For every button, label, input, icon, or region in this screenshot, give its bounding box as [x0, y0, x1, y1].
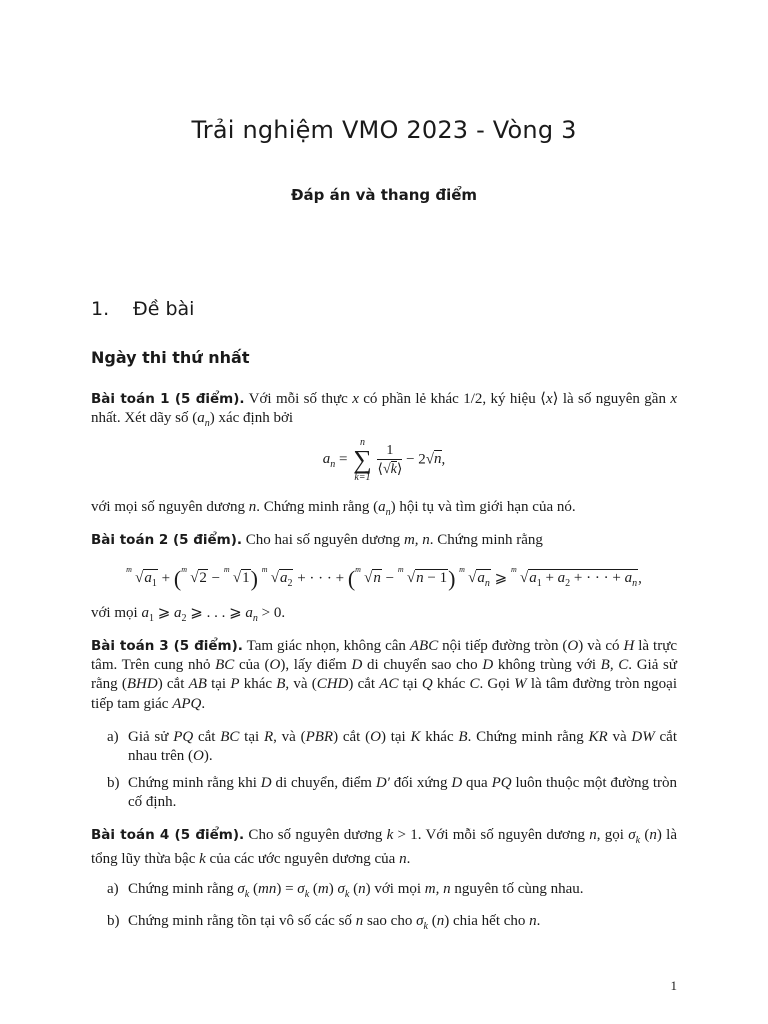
page-number: 1 [670, 978, 677, 993]
problem-3-part-a: a) Giả sử PQ cắt BC tại R, và (PBR) cắt (O) tại K khác B. Chứng minh rằng KR và DW cắt nhau trên (O). [107, 729, 678, 765]
problem-2-label: Bài toán 2 (5 điểm). [91, 532, 243, 548]
document-subtitle: Đáp án và thang điểm [290, 186, 478, 204]
problem-3-label: Bài toán 3 (5 điểm). [91, 638, 243, 654]
section-heading [91, 298, 194, 320]
problem-2-statement: Bài toán 2 (5 điểm). Cho hai số nguyên dương m, n. Chứng minh rằng [91, 532, 543, 548]
section-title: Đề bài [133, 298, 195, 320]
fraction: $\frac{1}{⟨√k⟩}$ [377, 442, 403, 477]
problem-1-equation: $a_n$ = n ∑ k=1 $\frac{1}{⟨√k⟩}$ − 2√n, [322, 437, 446, 483]
section-number: 1. [91, 298, 110, 320]
problem-4-part-b: b) Chứng minh rằng tồn tại vô số các số n sao cho $\sigma_k$ (n) chia hết cho n. [107, 913, 541, 932]
summation-symbol: n ∑ k=1 [353, 437, 372, 483]
problem-4-part-a: a) Chứng minh rằng $\sigma_k$ $(mn) = \sigma_k$ (m) $\sigma_k$ (n) với mọi m, n nguyên tố cùng nhau. [107, 881, 584, 900]
problem-3-part-b: b) Chứng minh rằng khi D di chuyển, điểm D′ đối xứng D qua PQ luôn thuộc một đường tròn cố định. [107, 775, 677, 811]
problem-4-statement: Bài toán 4 (5 điểm). Cho số nguyên dương k > 1. Với mỗi số nguyên dương n, gọi $\sigma_k$ (n) là tổng lũy thừa bậc k của các ước nguyên dương của n. [91, 827, 677, 868]
problem-1-conclusion: với mọi số nguyên dương n. Chứng minh rằng $(a_n)$ hội tụ và tìm giới hạn của nó. [91, 499, 576, 518]
subsection-heading: Ngày thi thứ nhất [91, 348, 250, 367]
problem-1-statement: Bài toán 1 (5 điểm). Với mỗi số thực x có phần lẻ khác 1/2, ký hiệu ⟨x⟩ là số nguyên gần x nhất. Xét dãy số $(a_n)$ xác định bởi [91, 391, 678, 430]
problem-2-condition: với mọi $a_1$ ⩾ $a_2$ ⩾ . . . ⩾ $a_n > 0$. [91, 605, 286, 624]
problem-3-statement: Bài toán 3 (5 điểm). Tam giác nhọn, không cân ABC nội tiếp đường tròn (O) và có H là trực tâm. Trên cung nhỏ BC của (O), lấy điểm D di chuyển sao cho D không trùng với B, C. Giả sử rằng (BHD) cắt AB tại P khác B, và (CHD) cắt AC tại Q khác C. Gọi W là tâm đường tròn ngoại tiếp tam giác APQ. [91, 638, 678, 712]
problem-2-inequality: m $√a_1$ + ( m √2 − m √1) m $√a_2$ + · · · + ( m √n − m √n − 1) m $√a_n$ ⩾ m $√a_1 + a_2$ + · · · + $a_n$, [126, 565, 642, 591]
problem-4-label: Bài toán 4 (5 điểm). [91, 827, 245, 843]
problem-1-label: Bài toán 1 (5 điểm). [91, 391, 245, 407]
document-title: Trải nghiệm VMO 2023 - Vòng 3 [191, 116, 577, 144]
